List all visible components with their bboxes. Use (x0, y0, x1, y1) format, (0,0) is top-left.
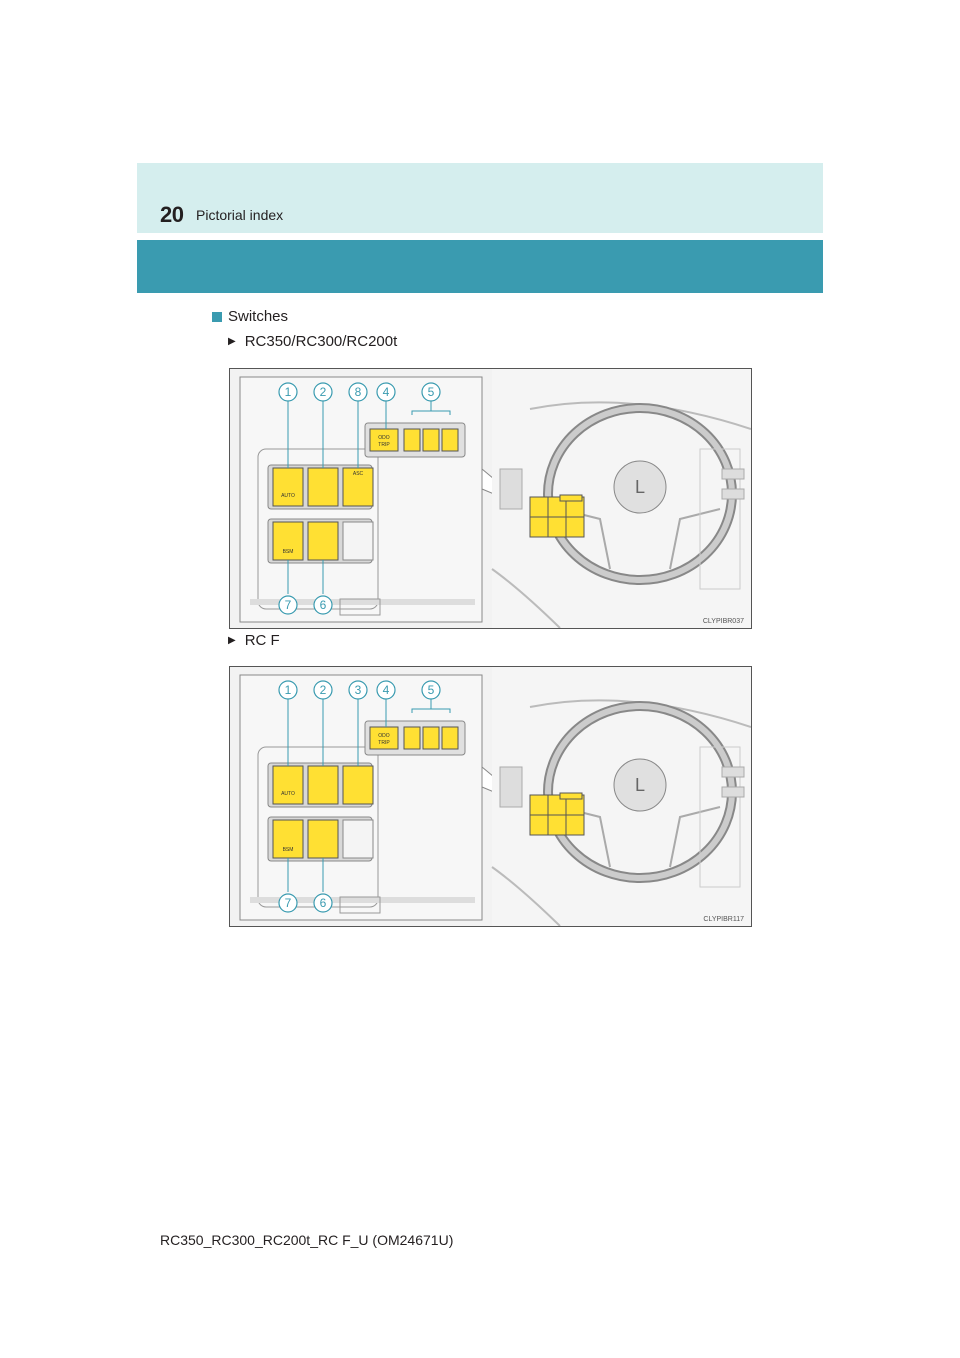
callout-6: 6 (319, 896, 327, 910)
switch-label-auto: AUTO (281, 791, 295, 797)
variant-label-text: RC350/RC300/RC200t (244, 333, 398, 350)
callout-4: 4 (382, 385, 390, 399)
switch-label-trip: TRIP (378, 740, 390, 746)
switch-illustration-2 (229, 666, 752, 927)
svg-text:L: L (634, 477, 646, 497)
variant-label-text: RC F (244, 632, 280, 649)
callout-8: 8 (354, 385, 362, 399)
subheading (212, 308, 288, 325)
square-bullet-icon (212, 312, 222, 322)
callout-1: 1 (284, 683, 292, 697)
switch-label-auto: AUTO (281, 493, 295, 499)
triangle-bullet-icon: ▶ (228, 336, 236, 347)
page-number: 20 (160, 202, 184, 227)
callout-2: 2 (319, 683, 327, 697)
callout-5: 5 (427, 385, 435, 399)
footer-model-code: RC350_RC300_RC200t_RC F_U (OM24671U) (160, 1232, 454, 1248)
callout-6: 6 (319, 598, 327, 612)
switch-illustration-1 (229, 368, 752, 629)
switch-label-trip: TRIP (378, 442, 390, 448)
illustration-code-2: CLYPIBR117 (703, 916, 744, 923)
switch-label-odo: ODO (378, 733, 390, 739)
variant-label-1 (228, 333, 397, 350)
switch-label-bsm: BSM (282, 847, 294, 853)
switch-label-odo: ODO (378, 435, 390, 441)
svg-text:L: L (634, 775, 646, 795)
callout-1: 1 (284, 385, 292, 399)
callout-4: 4 (382, 683, 390, 697)
callout-5: 5 (427, 683, 435, 697)
callout-2: 2 (319, 385, 327, 399)
triangle-bullet-icon: ▶ (228, 635, 236, 646)
switch-label-bsm: BSM (282, 549, 294, 555)
section-title: Pictorial index (196, 207, 284, 223)
callout-7: 7 (284, 598, 292, 612)
switch-label-asc: ASC (352, 471, 364, 477)
variant-label-2 (228, 632, 280, 649)
subheading-text: Switches (228, 308, 289, 325)
illustration-code-1: CLYPIBR037 (702, 618, 744, 625)
title-bar (137, 240, 823, 293)
callout-7: 7 (284, 896, 292, 910)
callout-3: 3 (354, 683, 362, 697)
